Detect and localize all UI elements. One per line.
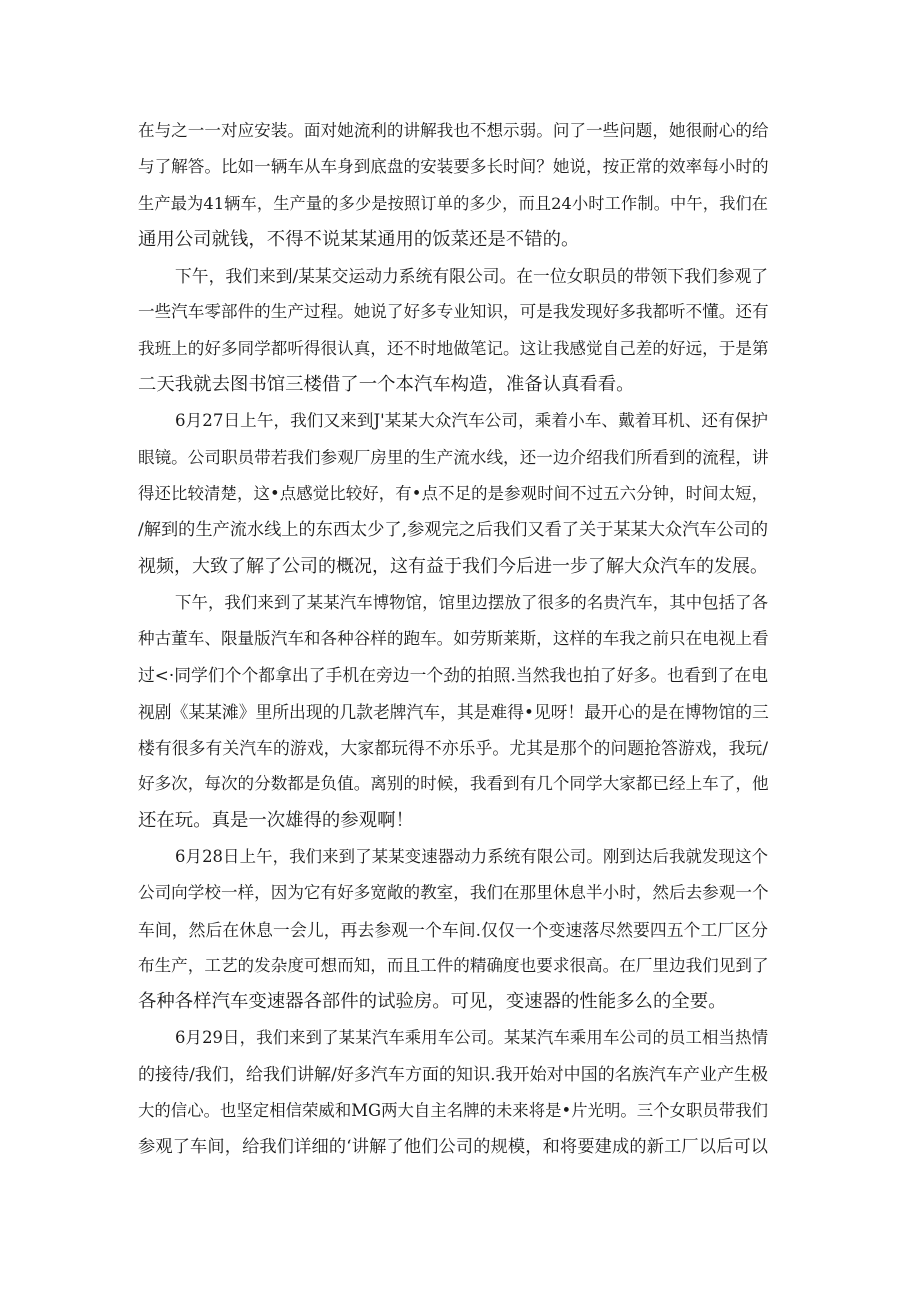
text-line: 下午，我们来到了某某汽车博物馆，馆里边摆放了很多的名贵汽车，其中包括了各 (175, 592, 768, 612)
text-line: 眼镜。公司职员带若我们参观厂房里的生产流水线，还一边介绍我们所看到的流程，讲 (138, 447, 769, 467)
text-line: 种古董车、限量版汽车和各种谷样的跑车。如劳斯莱斯，这样的车我之前只在电视上看 (138, 629, 769, 649)
paragraph-3 (138, 403, 768, 584)
text-line: 布生产，工艺的发杂度可想而知，而且工件的精确度也要求很高。在厂里边我们见到了 (138, 955, 769, 975)
text-line: 视频，大致了解了公司的概况，这有益于我们今后进一步了解大众汽车的发展。 (138, 555, 768, 577)
text-line: 各种各样汽车变速器各部件的试验房。可见，变速器的性能多么的全要。 (138, 991, 727, 1013)
text-line: 车间，然后在休息一会儿，再去参观一个车间.仅仅一个变速落尽然要四五个工厂区分 (138, 919, 768, 940)
text-line: 通用公司就钱，不得不说某某通用的饭菜还是不错的。 (138, 228, 580, 250)
paragraph-6 (138, 1020, 768, 1165)
paragraph-2 (138, 258, 768, 403)
text-line: 生产最为41辆车，生产量的多少是按照订单的多少，而且24小时工作制。中午，我们在 (138, 193, 768, 213)
text-line: 楼有很多有关汽车的游戏，大家都玩得不亦乐乎。尤其是那个的问题抢答游戏，我玩/ (138, 738, 768, 759)
document-body (138, 113, 768, 1166)
text-line: 二天我就去图书馆三楼借了一个本汽车构造，准备认真看看。 (138, 374, 635, 396)
text-line: 一些汽车零部件的生产过程。她说了好多专业知识，可是我发现好多我都听不懂。还有 (138, 302, 769, 322)
text-line: 下午，我们来到/某某交运动力系统有限公司。在一位女职员的带领下我们参观了 (175, 266, 769, 287)
text-line: 得还比较清楚，这•点感觉比较好，有•点不足的是参观时间不过五六分钟，时间太短， (138, 483, 768, 503)
text-line: 公司向学校一样，因为它有好多宽敞的教室，我们在那里休息半小时，然后去参观一个 (138, 883, 769, 903)
text-line: 6月28日上午，我们来到了某某变速器动力系统有限公司。刚到达后我就发现这个 (175, 846, 768, 866)
text-line: 好多次，每次的分数都是负值。离别的时候，我看到有几个同学大家都已经上车了，他 (138, 774, 769, 794)
text-line: 的接待/我们，给我们讲解/好多汽车方面的知识.我开始对中国的名族汽车产业产生极 (138, 1064, 768, 1085)
text-line: 过<·同学们个个都拿出了手机在旁边一个劲的拍照.当然我也拍了好多。也看到了在电 (138, 665, 768, 686)
paragraph-1 (138, 113, 768, 258)
text-line: 还在玩。真是一次雄得的参观啊！ (138, 809, 414, 831)
text-line: 与了解答。比如一辆车从车身到底盘的安装要多长时间？她说，按正常的效率每小时的 (138, 157, 769, 177)
text-line: 我班上的好多同学都听得很认真，还不时地做笔记。这让我感觉自己差的好远，于是第 (138, 338, 769, 358)
text-line: 视剧《某某滩》里所出现的几款老牌汽车，其是难得•见呀！最开心的是在博物馆的三 (138, 701, 769, 722)
text-line: 在与之一一对应安装。面对她流利的讲解我也不想示弱。问了一些问题，她很耐心的给 (138, 121, 769, 140)
paragraph-5 (138, 839, 768, 1020)
text-line: 6月29日，我们来到了某某汽车乘用车公司。某某汽车乘用车公司的员工相当热情 (175, 1028, 768, 1048)
text-line: /解到的生产流水线上的东西太少了,参观完之后我们又看了关于某某大众汽车公司的 (138, 520, 769, 541)
paragraph-4 (138, 585, 768, 839)
text-line: 6月27日上午，我们又来到J'某某大众汽车公司，乘着小车、戴着耳机、还有保护 (175, 411, 768, 431)
text-line: 大的信心。也坚定相信荣威和MG两大自主名牌的未来将是•片光明。三个女职员带我们 (138, 1101, 768, 1121)
text-line: 参观了车间，给我们详细的‘讲解了他们公司的规模，和将要建成的新工厂以后可以 (138, 1137, 768, 1158)
